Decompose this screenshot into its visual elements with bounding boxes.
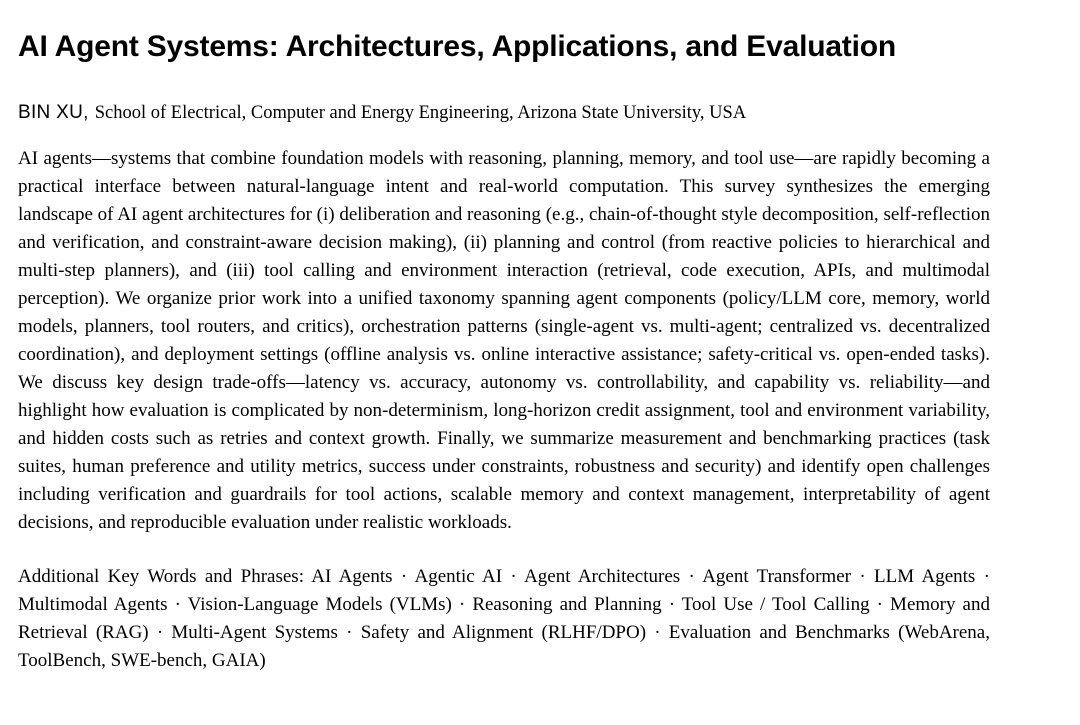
author-name: BIN XU,: [18, 101, 89, 123]
paper-title: AI Agent Systems: Architectures, Applications, and Evaluation: [18, 30, 896, 63]
keywords-text: Additional Key Words and Phrases: AI Agents · Agentic AI · Agent Architectures · Agent Transformer · LLM Agents · Multimodal Agents · Vision-Language Models (VLMs) · Reasoning and Planning · Tool Use / Tool Calling · Memory and Retrieval (RAG) · Multi-Agent Systems · Safety and Alignment (RLHF/DPO) · Evaluation and Benchmarks (WebArena, ToolBench, SWE-bench, GAIA): [18, 565, 990, 671]
author-affiliation: School of Electrical, Computer and Energy Engineering, Arizona State University, USA: [94, 102, 747, 123]
abstract-text: AI agents—systems that combine foundation models with reasoning, planning, memory, and tool use—are rapidly becoming a practical interface between natural-language intent and real-world computation. This survey synthesizes the emerging landscape of AI agent architectures for (i) deliberation and reasoning (e.g., chain-of-thought style decomposition, self-reflection and verification, and constraint-aware decision making), (ii) planning and control (from reactive policies to hierarchical and multi-step planners), and (iii) tool calling and environment interaction (retrieval, code execution, APIs, and multimodal perception). We organize prior work into a unified taxonomy spanning agent components (policy/LLM core, memory, world models, planners, tool routers, and critics), orchestration patterns (single-agent vs. multi-agent; centralized vs. decentralized coordination), and deployment settings (offline analysis vs. online interactive assistance; safety-critical vs. open-ended tasks). We discuss key design trade-offs—latency vs. accuracy, autonomy vs. controllability, and capability vs. reliability—and highlight how evaluation is complicated by non-determinism, long-horizon credit assignment, tool and environment variability, and hidden costs such as retries and context growth. Finally, we summarize measurement and benchmarking practices (task suites, human preference and utility metrics, success under constraints, robustness and security) and identify open challenges including verification and guardrails for tool actions, scalable memory and context management, interpretability of agent decisions, and reproducible evaluation under realistic workloads.: [18, 147, 990, 533]
author-line: [18, 101, 990, 125]
